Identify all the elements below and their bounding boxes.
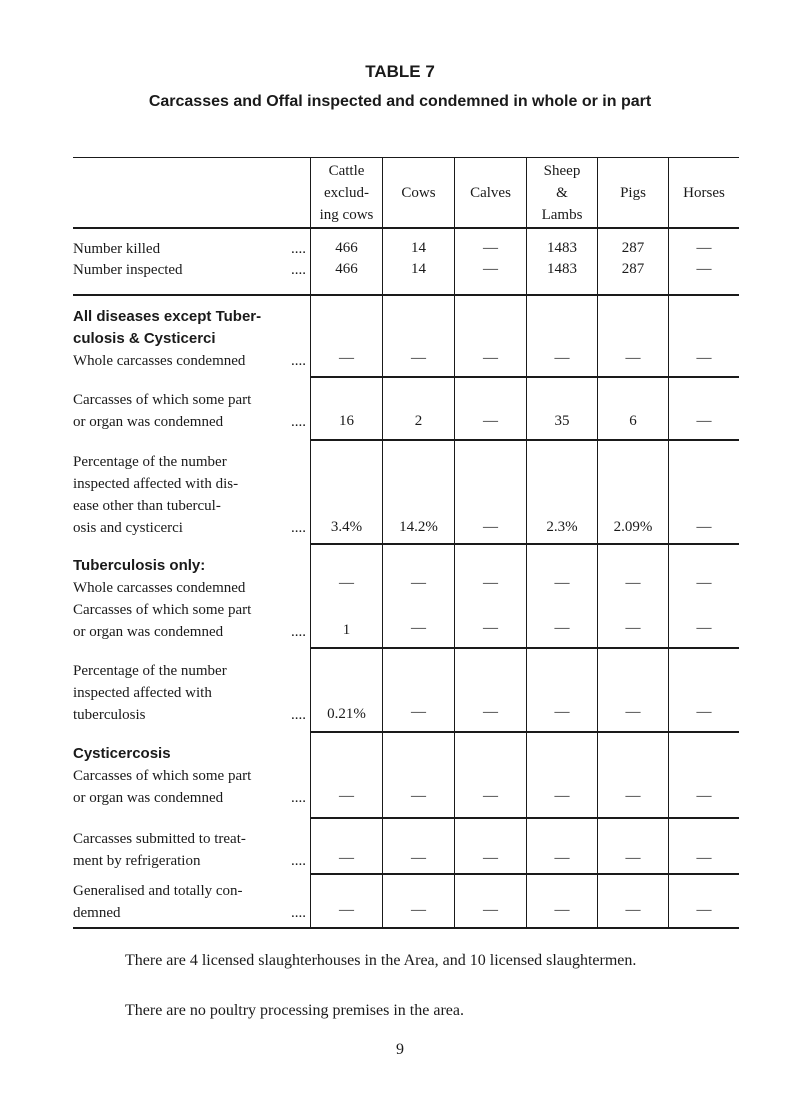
row-label-part-condemned-tb: Carcasses of which some part or organ was condemned .... [73, 602, 306, 640]
cell-value: — [411, 575, 426, 591]
cell-value: — [554, 575, 570, 591]
cell-value: — [483, 519, 498, 535]
cell-value: 2.09% [613, 519, 653, 535]
cell-value: — [411, 350, 426, 366]
cell-value: — [696, 620, 712, 636]
cell-value: 0.21% [327, 706, 366, 722]
table-subtitle: Carcasses and Offal inspected and condemned in whole or in part [148, 93, 652, 110]
cell-value: — [483, 240, 498, 256]
cell-value: — [483, 350, 498, 366]
row-label-generalised: Generalised and totally con- demned .... [73, 883, 306, 921]
footer-poultry-note: There are no poultry processing premises in the area. [125, 1002, 464, 1019]
row-label-percentage-tb: Percentage of the number inspected affected with tuberculosis .... [73, 663, 306, 723]
column-header-calves: Calves [470, 185, 511, 201]
row-label-whole-condemned-tb: Whole carcasses condemned [73, 580, 246, 596]
cell-value: — [696, 519, 712, 535]
cell-value: — [554, 788, 570, 804]
footer-slaughterhouses-note: There are 4 licensed slaughterhouses in the Area, and 10 licensed slaughtermen. [125, 952, 637, 969]
cell-value: 466 [335, 240, 358, 256]
cell-value: — [554, 620, 570, 636]
cell-value: 16 [339, 413, 354, 429]
cell-value: — [483, 413, 498, 429]
row-label-number-killed: Number killed .... [73, 241, 306, 257]
cell-value: 35 [554, 413, 570, 429]
cell-value: 14 [411, 261, 426, 277]
column-header-cows: Cows [401, 185, 436, 201]
cell-value: — [411, 704, 426, 720]
cell-value: — [554, 350, 570, 366]
column-header-cattle: Cattle exclud- ing cows [319, 163, 374, 223]
cell-value: 6 [629, 413, 637, 429]
row-label-number-inspected: Number inspected .... [73, 262, 306, 278]
section-heading-cysticercosis: Cysticercosis Carcasses of which some part or organ was condemned .... [73, 745, 306, 806]
column-header-horses: Horses [683, 185, 725, 201]
cell-value: — [625, 350, 641, 366]
cell-value: — [625, 902, 641, 918]
cell-value: — [696, 261, 712, 277]
cell-value: — [696, 902, 712, 918]
cell-value: — [483, 261, 498, 277]
cell-value: — [625, 575, 641, 591]
section-heading-all-diseases: All diseases except Tuber- culosis & Cysticerci [73, 308, 262, 347]
row-label-part-condemned-all: Carcasses of which some part or organ was condemned .... [73, 392, 306, 430]
cell-value: — [483, 850, 498, 866]
cell-value: — [696, 575, 712, 591]
cell-value: — [483, 902, 498, 918]
cell-value: — [339, 350, 354, 366]
cell-value: — [411, 620, 426, 636]
cell-value: — [625, 850, 641, 866]
cell-value: 3.4% [330, 519, 363, 535]
section-heading-tuberculosis: Tuberculosis only: [73, 557, 206, 574]
cell-value: — [411, 902, 426, 918]
cell-value: — [625, 704, 641, 720]
cell-value: — [696, 850, 712, 866]
cell-value: — [554, 902, 570, 918]
cell-value: 2 [414, 413, 423, 429]
cell-value: 1483 [547, 261, 577, 277]
table-title: TABLE 7 [365, 62, 435, 81]
cell-value: — [339, 788, 354, 804]
row-label-refrigeration: Carcasses submitted to treat- ment by refrigeration .... [73, 831, 306, 869]
cell-value: — [696, 413, 712, 429]
cell-value: 1 [342, 622, 351, 638]
cell-value: — [696, 788, 712, 804]
cell-value: — [483, 620, 498, 636]
cell-value: — [625, 620, 641, 636]
cell-value: — [339, 902, 354, 918]
cell-value: — [483, 704, 498, 720]
cell-value: — [554, 850, 570, 866]
row-label-percentage-other: Percentage of the number inspected affected with dis- ease other than tubercul- osis and cysticerci .... [73, 454, 306, 536]
cell-value: — [339, 850, 354, 866]
cell-value: — [339, 575, 354, 591]
cell-value: — [696, 704, 712, 720]
cell-value: 14 [411, 240, 426, 256]
cell-value: — [411, 788, 426, 804]
cell-value: — [483, 575, 498, 591]
cell-value: — [411, 850, 426, 866]
cell-value: 2.3% [546, 519, 578, 535]
cell-value: — [696, 350, 712, 366]
cell-value: 14.2% [399, 519, 438, 535]
cell-value: 287 [621, 261, 645, 277]
cell-value: — [483, 788, 498, 804]
column-header-sheep-lambs: Sheep & Lambs [541, 163, 583, 223]
cell-value: 1483 [547, 240, 577, 256]
cell-value: 466 [335, 261, 358, 277]
cell-value: — [625, 788, 641, 804]
page-number: 9 [396, 1041, 404, 1058]
cell-value: — [554, 704, 570, 720]
row-label-whole-condemned-all: Whole carcasses condemned .... [73, 353, 306, 369]
cell-value: — [696, 240, 712, 256]
column-header-pigs: Pigs [620, 185, 646, 201]
cell-value: 287 [621, 240, 645, 256]
